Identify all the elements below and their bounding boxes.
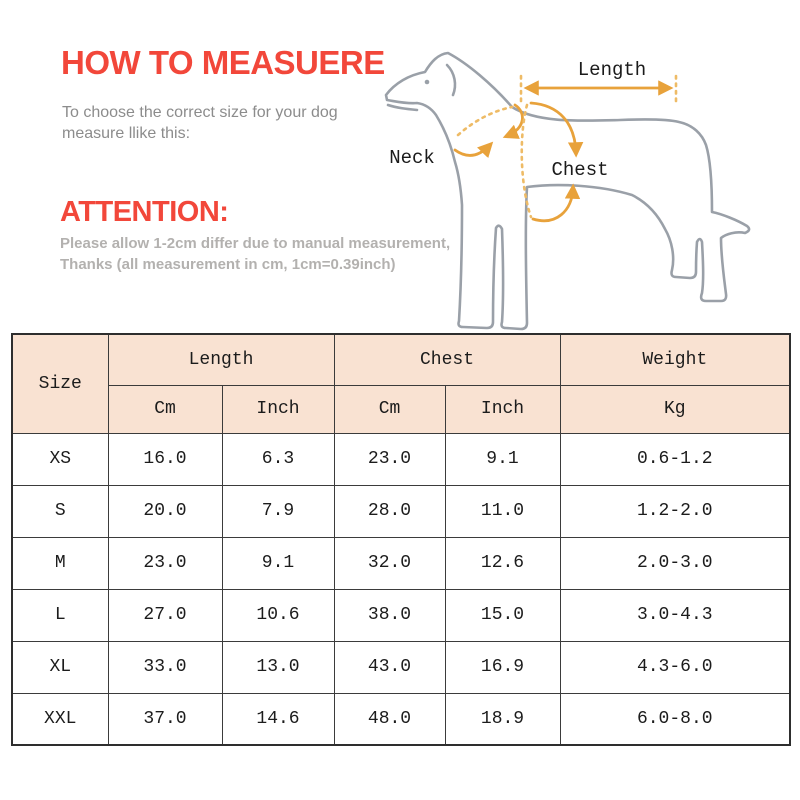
- column-header-chest-cm: Cm: [334, 385, 445, 433]
- cell-size: L: [12, 589, 108, 641]
- cell-chest-inch: 11.0: [445, 485, 560, 537]
- cell-chest-cm: 32.0: [334, 537, 445, 589]
- cell-length-inch: 13.0: [222, 641, 334, 693]
- cell-chest-inch: 18.9: [445, 693, 560, 745]
- dog-outline-illustration: [386, 53, 749, 329]
- cell-chest-cm: 43.0: [334, 641, 445, 693]
- column-header-length: Length: [108, 334, 334, 385]
- cell-size: S: [12, 485, 108, 537]
- cell-length-inch: 10.6: [222, 589, 334, 641]
- dog-mouth-line: [388, 105, 417, 110]
- table-row-m: [12, 537, 790, 589]
- dog-measure-diagram: [375, 35, 790, 345]
- cell-chest-inch: 15.0: [445, 589, 560, 641]
- column-header-weight: Weight: [560, 334, 790, 385]
- cell-length-inch: 14.6: [222, 693, 334, 745]
- cell-length-cm: 16.0: [108, 433, 222, 485]
- attention-note-line-1: Please allow 1-2cm differ due to manual measurement,: [60, 235, 451, 252]
- neck-label: Neck: [389, 147, 435, 169]
- cell-chest-inch: 12.6: [445, 537, 560, 589]
- length-label: Length: [577, 59, 647, 81]
- page-title: HOW TO MEASUERE: [61, 44, 385, 81]
- table-row-l: [12, 589, 790, 641]
- cell-length-cm: 27.0: [108, 589, 222, 641]
- table-row-xs: [12, 433, 790, 485]
- cell-weight-kg: 3.0-4.3: [560, 589, 790, 641]
- intro-text: [62, 102, 338, 144]
- dog-body-outline: [386, 53, 749, 329]
- column-header-kg: Kg: [560, 385, 790, 433]
- table-header-row-units: [12, 385, 790, 433]
- dog-eye-dot: [425, 80, 430, 85]
- chest-bottom-arrow: [533, 188, 573, 221]
- cell-length-inch: 9.1: [222, 537, 334, 589]
- cell-size: XXL: [12, 693, 108, 745]
- cell-length-cm: 20.0: [108, 485, 222, 537]
- column-header-chest: Chest: [334, 334, 560, 385]
- cell-weight-kg: 4.3-6.0: [560, 641, 790, 693]
- column-header-length-cm: Cm: [108, 385, 222, 433]
- cell-size: M: [12, 537, 108, 589]
- cell-chest-inch: 9.1: [445, 433, 560, 485]
- size-chart-table: [11, 333, 791, 746]
- dog-ear-line: [447, 65, 455, 95]
- attention-note-line-2: Thanks (all measurement in cm, 1cm=0.39inch): [60, 256, 396, 273]
- chest-label: Chest: [551, 159, 609, 181]
- cell-length-cm: 37.0: [108, 693, 222, 745]
- cell-size: XL: [12, 641, 108, 693]
- column-header-chest-inch: Inch: [445, 385, 560, 433]
- table-row-s: [12, 485, 790, 537]
- cell-chest-cm: 48.0: [334, 693, 445, 745]
- neck-bottom-arrow: [455, 145, 490, 155]
- cell-length-cm: 23.0: [108, 537, 222, 589]
- cell-length-inch: 7.9: [222, 485, 334, 537]
- table-row-xxl: [12, 693, 790, 745]
- cell-size: XS: [12, 433, 108, 485]
- cell-chest-cm: 23.0: [334, 433, 445, 485]
- column-header-length-inch: Inch: [222, 385, 334, 433]
- column-header-size: Size: [12, 334, 108, 433]
- cell-weight-kg: 0.6-1.2: [560, 433, 790, 485]
- neck-dotted-line: [458, 107, 512, 135]
- table-row-xl: [12, 641, 790, 693]
- chest-top-arrow: [531, 103, 576, 153]
- intro-line-2: measure llike this:: [62, 125, 191, 142]
- table-header-row-groups: [12, 334, 790, 385]
- cell-weight-kg: 6.0-8.0: [560, 693, 790, 745]
- cell-weight-kg: 2.0-3.0: [560, 537, 790, 589]
- attention-heading: ATTENTION:: [60, 196, 229, 228]
- cell-chest-cm: 28.0: [334, 485, 445, 537]
- cell-weight-kg: 1.2-2.0: [560, 485, 790, 537]
- cell-chest-cm: 38.0: [334, 589, 445, 641]
- cell-length-inch: 6.3: [222, 433, 334, 485]
- cell-length-cm: 33.0: [108, 641, 222, 693]
- cell-chest-inch: 16.9: [445, 641, 560, 693]
- intro-line-1: To choose the correct size for your dog: [62, 104, 338, 121]
